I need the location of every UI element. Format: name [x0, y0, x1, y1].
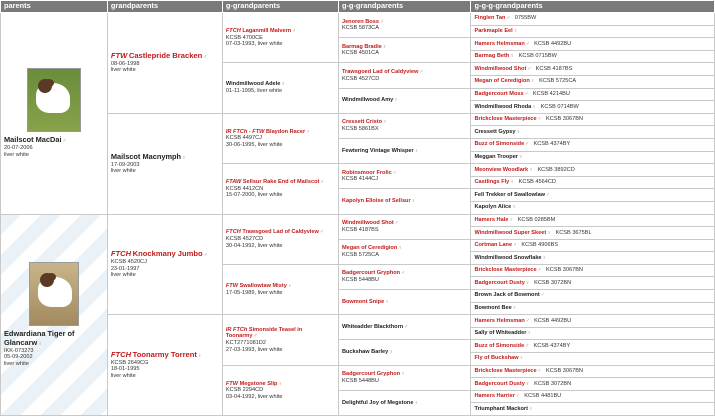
dog-name-link[interactable]: Hamers Harrier [474, 393, 515, 400]
dog-name-link[interactable]: Kapolyn Elloise of Sellsur [341, 198, 411, 205]
header-grandparents: grandparents [107, 1, 222, 13]
male-icon: ♂ [515, 393, 520, 400]
male-icon: ♂ [392, 169, 397, 176]
g-grandparent-cell: FTCH Laganmill Malvern♂ KCSB 4700CE 07-03-1993, liver white [222, 13, 338, 63]
female-icon: ♀ [542, 254, 547, 261]
dog-photo[interactable] [29, 262, 79, 326]
female-icon: ♀ [197, 353, 202, 360]
female-icon: ♀ [287, 282, 292, 289]
coat-color: liver white [257, 141, 283, 148]
coat-color: liver white [110, 168, 136, 174]
g-g-g-grandparent-cell [471, 201, 715, 214]
registration-number: KCSB 2294CD [225, 387, 264, 394]
dog-photo[interactable] [27, 68, 81, 132]
female-icon: ♀ [510, 179, 515, 186]
header-g-grandparents: g-grandparents [222, 1, 338, 13]
registration-number: KCSB 4527CD [341, 75, 380, 82]
table-row [1, 113, 715, 126]
g-g-g-grandparent-cell [471, 290, 715, 303]
registration-number: KCSB 5725CA [539, 78, 577, 85]
registration-number: KCSB 3072BN [534, 380, 572, 387]
g-grandparent-cell: FTAW Sellsur Rake End of Mailscot♀ KCSB 4412CN 15-07-2000, liver white [222, 164, 338, 214]
dog-name-link[interactable]: Brickclose Masterpiece [474, 368, 537, 375]
dog-name-link[interactable]: Mailscot Macnymph [110, 151, 182, 161]
female-icon: ♀ [519, 355, 524, 362]
dog-name-link[interactable]: Trawsgoed Lad of Caldyview [242, 229, 319, 236]
g-g-g-grandparent-cell [471, 264, 715, 277]
g-g-g-grandparent-cell [471, 38, 715, 51]
female-icon: ♀ [512, 204, 517, 211]
dog-name-link[interactable]: Buzz of Simonside [474, 141, 525, 148]
female-icon: ♀ [389, 349, 394, 356]
registration-number: KCSB 4214BU [532, 90, 570, 97]
g-g-g-grandparent-cell [471, 365, 715, 378]
female-icon: ♀ [525, 380, 530, 387]
male-icon: ♂ [383, 119, 387, 126]
female-icon: ♀ [518, 153, 523, 160]
g-g-g-grandparent-cell [471, 239, 715, 252]
g-g-g-grandparent-cell [471, 214, 715, 227]
female-icon: ♀ [278, 380, 283, 387]
male-icon: ♂ [537, 116, 542, 123]
birth-date: 23-01-1997 [110, 265, 140, 272]
registration-number: KCSB 5448BU [341, 377, 379, 384]
male-icon: ♂ [546, 191, 550, 198]
g-g-g-grandparent-cell [471, 88, 715, 101]
female-icon: ♀ [38, 341, 43, 347]
dog-name-link[interactable]: Buzz of Simonside [474, 342, 525, 349]
g-g-g-grandparent-cell [471, 138, 715, 151]
male-icon: ♂ [527, 65, 532, 72]
birth-date: 27-03-1993 [225, 346, 255, 353]
dog-name-link[interactable]: Brickclose Masterpiece [474, 267, 537, 274]
male-icon: ♂ [292, 27, 296, 34]
registration-number: KCSB 4501CA [341, 50, 379, 57]
male-icon: ♂ [401, 270, 405, 277]
female-icon: ♀ [320, 179, 325, 186]
g-g-g-grandparent-cell [471, 176, 715, 189]
dog-name-link[interactable]: Barmag Beth [474, 53, 510, 60]
dog-name-link[interactable]: Meggan Trooper [474, 153, 518, 160]
dog-title: FTCH [225, 27, 241, 34]
dog-name-link[interactable]: Megan of Ceredigion [474, 78, 530, 85]
dog-name-link[interactable]: Jenoren Boss [341, 18, 379, 25]
male-icon: ♂ [319, 229, 324, 236]
dog-name-link[interactable]: Edwardiana Tiger of Glancarw [4, 329, 75, 347]
registration-number: KCSB 4564CD [518, 179, 556, 186]
header-g-g-g-grandparents: g-g-g-grandparents [471, 1, 715, 13]
registration-number: 0755BW [514, 15, 537, 22]
birth-date: 18-01-1995 [110, 366, 140, 373]
dog-name-link[interactable]: Laganmill Malvern [242, 27, 292, 34]
registration-number: KCT2771081D2 [225, 340, 266, 347]
g-g-g-grandparent-cell [471, 302, 715, 315]
g-g-g-grandparent-cell [471, 50, 715, 63]
female-icon: ♀ [398, 245, 403, 252]
registration-number: KCSB 4187BS [341, 226, 379, 233]
female-icon: ♀ [394, 97, 399, 104]
coat-color: liver white [257, 41, 283, 48]
g-g-grandparent-cell [338, 315, 471, 340]
g-g-grandparent-cell [338, 13, 471, 38]
male-icon: ♂ [524, 90, 529, 97]
registration-number: KCSB 4700CE [225, 34, 263, 41]
dog-name-link[interactable]: Brickclose Masterpiece [474, 116, 537, 123]
coat-color: liver white [257, 192, 283, 199]
dog-name-link[interactable]: Megan of Ceredigion [341, 245, 398, 252]
table-row [1, 214, 715, 227]
registration-number: KCSB 3067BN [545, 267, 583, 274]
birth-date: 17-05-1989 [225, 289, 255, 296]
registration-number: KCSB 4520CJ [110, 259, 147, 266]
male-icon: ♂ [509, 216, 514, 223]
female-icon: ♀ [512, 305, 517, 312]
g-g-g-grandparent-cell [471, 315, 715, 328]
dog-name-link[interactable]: Delightful Joy of Megstone [341, 399, 414, 406]
coat-color: liver white [257, 289, 283, 296]
registration-number: KCSB 4412CN [225, 185, 264, 192]
registration-number: KCSB 3892CD [537, 166, 575, 173]
dog-title: FTCH [110, 350, 132, 360]
dog-title: FTW [225, 282, 238, 289]
g-g-grandparent-cell [338, 365, 471, 390]
dog-name-link[interactable]: Buckshaw Barley [341, 349, 389, 356]
dog-name-link[interactable]: Castlepride Bracken [128, 51, 203, 61]
g-g-g-grandparent-cell [471, 403, 715, 416]
dog-name-link[interactable]: Windmillwood Shot [474, 65, 527, 72]
dog-title: FTCH [225, 229, 241, 236]
birth-date: 07-03-1993 [225, 41, 255, 48]
registration-number: KCSB 3072BN [534, 279, 572, 286]
dog-title: FTCH [110, 249, 132, 259]
female-icon: ♀ [385, 298, 389, 305]
dog-name-link[interactable]: Badgercourt Gryphon [341, 270, 401, 277]
dog-name-link[interactable]: Mailscot MacDai [4, 135, 62, 145]
dog-name-link[interactable]: Cortman Lane [474, 242, 513, 249]
dog-name-link[interactable]: Fell Trekker of Swallowlaw [474, 191, 546, 198]
header-parents: parents [1, 1, 108, 13]
g-g-g-grandparent-cell [471, 101, 715, 114]
dog-name-link[interactable]: Brown Jack of Bowmont [474, 292, 540, 299]
dog-name-link[interactable]: Toonarmy Torrent [132, 350, 197, 360]
registration-number: KCSB 4527CD [225, 236, 264, 243]
dog-title: FTAW [225, 179, 242, 186]
female-icon: ♀ [414, 147, 419, 154]
male-icon: ♂ [540, 292, 545, 299]
female-icon: ♀ [382, 43, 387, 50]
g-g-g-grandparent-cell [471, 25, 715, 38]
dog-name-link[interactable]: Blaydon Racer [265, 128, 306, 135]
g-grandparent-cell: IR FTCh - FTW Blaydon Racer♂ KCSB 4497CJ 30-06-1995, liver white [222, 113, 338, 163]
female-icon: ♀ [547, 229, 551, 236]
g-g-g-grandparent-cell [471, 340, 715, 353]
dog-name-link[interactable]: Windmillwood Rhoda [474, 103, 532, 110]
dog-name-link[interactable]: Hamers Helmsman [474, 317, 525, 324]
male-icon: ♂ [203, 54, 208, 61]
dog-title: FTW [225, 380, 238, 387]
registration-number: KCSB 3675BL [555, 229, 592, 236]
dog-title: IR FTCh - FTW [225, 128, 265, 135]
g-g-g-grandparent-cell [471, 189, 715, 202]
male-icon: ♂ [306, 128, 310, 135]
dog-name-link[interactable]: Swallowtaw Misty [239, 282, 287, 289]
g-g-g-grandparent-cell [471, 227, 715, 240]
registration-number: KCSB 4374BY [533, 141, 571, 148]
g-g-g-grandparent-cell [471, 75, 715, 88]
registration-number: IKK-073273 [4, 347, 34, 354]
dog-silhouette [38, 277, 72, 307]
g-g-g-grandparent-cell [471, 378, 715, 391]
g-g-g-grandparent-cell [471, 353, 715, 366]
dog-name-link[interactable]: Badgercourt Gryphon [341, 371, 401, 378]
dog-name-link[interactable]: Sally of Whiteadder [474, 330, 527, 337]
grandparent-cell [107, 214, 222, 315]
g-g-g-grandparent-cell [471, 63, 715, 76]
g-g-grandparent-cell [338, 264, 471, 289]
coat-color: liver white [4, 360, 29, 367]
g-g-g-grandparent-cell [471, 390, 715, 403]
g-g-g-grandparent-cell [471, 113, 715, 126]
dog-name-link[interactable]: Badgercourt Dusty [474, 380, 525, 387]
birth-date: 15-07-2000 [225, 192, 255, 199]
dog-name-link[interactable]: Windmillwood Adele [225, 81, 281, 88]
g-g-g-grandparent-cell [471, 13, 715, 26]
dog-name-link[interactable]: Whiteadder Blackthorn [341, 323, 404, 330]
grandparent-cell [107, 113, 222, 214]
dog-name-link[interactable]: Knockmany Jumbo [132, 249, 203, 259]
dog-name-link[interactable]: Cressett Gypsy [474, 128, 516, 135]
grandparent-cell [107, 13, 222, 114]
female-icon: ♀ [414, 399, 419, 406]
coat-color: liver white [257, 88, 283, 95]
dog-name-link[interactable]: Kapolyn Alice [474, 204, 512, 211]
female-icon: ♀ [525, 279, 530, 286]
coat-color: liver white [257, 346, 283, 353]
male-icon: ♂ [62, 138, 67, 145]
dog-name-link[interactable]: Castlings Fly [474, 179, 510, 186]
g-g-g-grandparent-cell [471, 252, 715, 265]
registration-number: KCSB 0714BW [540, 103, 579, 110]
male-icon: ♂ [525, 40, 530, 47]
female-icon: ♀ [528, 405, 533, 412]
female-icon: ♀ [411, 198, 416, 205]
coat-color: liver white [110, 67, 136, 74]
female-icon: ♀ [182, 154, 186, 161]
male-icon: ♂ [203, 252, 208, 259]
dog-name-link[interactable]: Fly of Buckshaw [474, 355, 519, 362]
grandparent-cell [107, 315, 222, 416]
registration-number: KCSB 5725CA [341, 251, 379, 258]
g-g-grandparent-cell [338, 63, 471, 88]
g-g-g-grandparent-cell [471, 151, 715, 164]
registration-number: KCSB 4374BY [533, 342, 571, 349]
dog-name-link[interactable]: Megstone Slip [239, 380, 278, 387]
g-grandparent-cell: IR FTCh Simonside Teasel in Toonarmy♂ KCT2771081D2 27-03-1993, liver white [222, 315, 338, 365]
dog-name-link[interactable]: Windmillwood Shot [341, 220, 394, 226]
male-icon: ♂ [525, 141, 529, 148]
coat-color: liver white [257, 393, 283, 400]
registration-number: KCSB 0285BM [517, 216, 556, 223]
registration-number: KCSB 5861BX [341, 126, 379, 132]
male-icon: ♂ [404, 323, 408, 330]
registration-number: KCSB 5448BU [341, 277, 379, 284]
registration-number: KCSB 4906BS [521, 242, 559, 249]
male-icon: ♂ [525, 342, 529, 349]
dog-name-link[interactable]: Triumphant Mackort [474, 405, 528, 412]
dog-title: FTW [110, 51, 128, 61]
g-g-grandparent-cell [338, 239, 471, 264]
dog-silhouette [36, 83, 70, 113]
female-icon: ♀ [516, 128, 521, 135]
registration-number: KCSB 0715BW [518, 53, 557, 60]
g-g-grandparent-cell [338, 290, 471, 315]
male-icon: ♂ [537, 267, 542, 274]
registration-number: KCSB 4187BS [535, 65, 573, 72]
dog-name-link[interactable]: Barmag Bradie [341, 43, 382, 50]
registration-number: KCSB 4481BU [524, 393, 562, 400]
header-row [1, 1, 715, 13]
female-icon: ♀ [281, 81, 286, 88]
g-grandparent-cell: FTW Swallowtaw Misty♀ 17-05-1989, liver white [222, 264, 338, 314]
birth-date: 20-07-2006 [4, 145, 33, 152]
g-g-g-grandparent-cell [471, 126, 715, 139]
female-icon: ♀ [532, 103, 537, 110]
coat-color: liver white [110, 271, 136, 278]
female-icon: ♀ [513, 28, 518, 35]
male-icon: ♂ [394, 220, 399, 226]
male-icon: ♂ [529, 166, 533, 173]
pedigree-body [1, 13, 715, 416]
parent-cell [1, 214, 108, 416]
dog-name-link[interactable]: Hamers Hale [474, 216, 509, 223]
birth-date: 01-11-1995 [225, 88, 255, 95]
dog-name-link[interactable]: Robinsmoor Frolic [341, 169, 392, 176]
dog-name-link[interactable]: Parkmaple Eel [474, 28, 513, 35]
male-icon: ♂ [419, 68, 424, 75]
female-icon: ♀ [530, 78, 535, 85]
registration-number: KCSB 4492BU [534, 317, 572, 324]
table-row [1, 13, 715, 26]
dog-name-link[interactable]: Windmillwood Amy [341, 97, 394, 104]
g-grandparent-cell: FTW Megstone Slip♀ KCSB 2294CD 03-04-1992, liver white [222, 365, 338, 415]
coat-color: liver white [257, 242, 283, 249]
male-icon: ♂ [506, 15, 511, 22]
registration-number: KCSB 3067BN [545, 368, 583, 375]
registration-number: KCSB 4144CJ [341, 176, 379, 183]
dog-name-link[interactable]: Trawsgoed Lad of Caldyview [341, 68, 419, 75]
registration-number: KCSB 4492BU [534, 40, 572, 47]
registration-number: KCSB 4497CJ [225, 135, 262, 142]
g-g-grandparent-cell [338, 189, 471, 214]
dog-title: IR FTCh [225, 326, 248, 333]
g-g-grandparent-cell [338, 138, 471, 163]
birth-date: 17-09-2003 [110, 161, 140, 168]
table-row [1, 315, 715, 328]
dog-name-link[interactable]: Simonside Teasel in Toonarmy [225, 326, 303, 340]
birth-date: 05-09-2002 [4, 354, 33, 361]
dog-name-link[interactable]: Badgercourt Dusty [474, 279, 525, 286]
registration-number: KCSB 5873CA [341, 25, 379, 32]
registration-number: KCSB 3067BN [545, 116, 583, 123]
parent-cell [1, 13, 108, 215]
male-icon: ♂ [253, 333, 258, 340]
dog-name-link[interactable]: Fewtering Vintage Whisper [341, 147, 414, 154]
g-grandparent-cell: Windmillwood Adele♀ 01-11-1995, liver white [222, 63, 338, 113]
g-g-grandparent-cell [338, 38, 471, 63]
dog-name-link[interactable]: Meonview Woodlark [474, 166, 529, 173]
birth-date: 03-04-1992 [225, 393, 255, 400]
g-g-grandparent-cell [338, 340, 471, 365]
male-icon: ♂ [537, 368, 542, 375]
dog-name-link[interactable]: Hamers Helmsman [474, 40, 525, 47]
male-icon: ♂ [513, 242, 517, 249]
male-icon: ♂ [379, 18, 384, 25]
dog-name-link[interactable]: Sellsur Rake End of Mailscot [242, 179, 320, 186]
male-icon: ♂ [525, 317, 530, 324]
g-g-grandparent-cell [338, 88, 471, 113]
birth-date: 30-06-1995 [225, 141, 255, 148]
g-grandparent-cell: FTCH Trawsgoed Lad of Caldyview♂ KCSB 4527CD 30-04-1992, liver white [222, 214, 338, 264]
g-g-g-grandparent-cell [471, 164, 715, 177]
g-g-grandparent-cell [338, 113, 471, 138]
dog-name-link[interactable]: Bowmont Snipe [341, 298, 385, 305]
birth-date: 30-04-1992 [225, 242, 255, 249]
dog-name-link[interactable]: Finglen Tan [474, 15, 506, 22]
female-icon: ♀ [510, 53, 515, 60]
registration-number: KCSB 2649CG [110, 359, 149, 366]
g-g-grandparent-cell [338, 390, 471, 415]
dog-name-link[interactable]: Bowmont Bee [474, 305, 512, 312]
header-g-g-grandparents: g-g-grandparents [338, 1, 471, 13]
dog-name-link[interactable]: Badgercourt Moss [474, 90, 524, 97]
coat-color: liver white [4, 151, 29, 158]
male-icon: ♂ [401, 371, 405, 378]
g-g-g-grandparent-cell [471, 277, 715, 290]
g-g-g-grandparent-cell [471, 327, 715, 340]
dog-name-link[interactable]: Windmillwood Super Skeet [474, 229, 547, 236]
dog-name-link[interactable]: Cressett Cristo [341, 119, 383, 126]
g-g-grandparent-cell [338, 164, 471, 189]
g-g-grandparent-cell [338, 214, 471, 239]
female-icon: ♀ [527, 330, 532, 337]
coat-color: liver white [110, 372, 136, 379]
dog-name-link[interactable]: Windmillwood Snowflake [474, 254, 542, 261]
birth-date: 08-06-1998 [110, 60, 140, 67]
